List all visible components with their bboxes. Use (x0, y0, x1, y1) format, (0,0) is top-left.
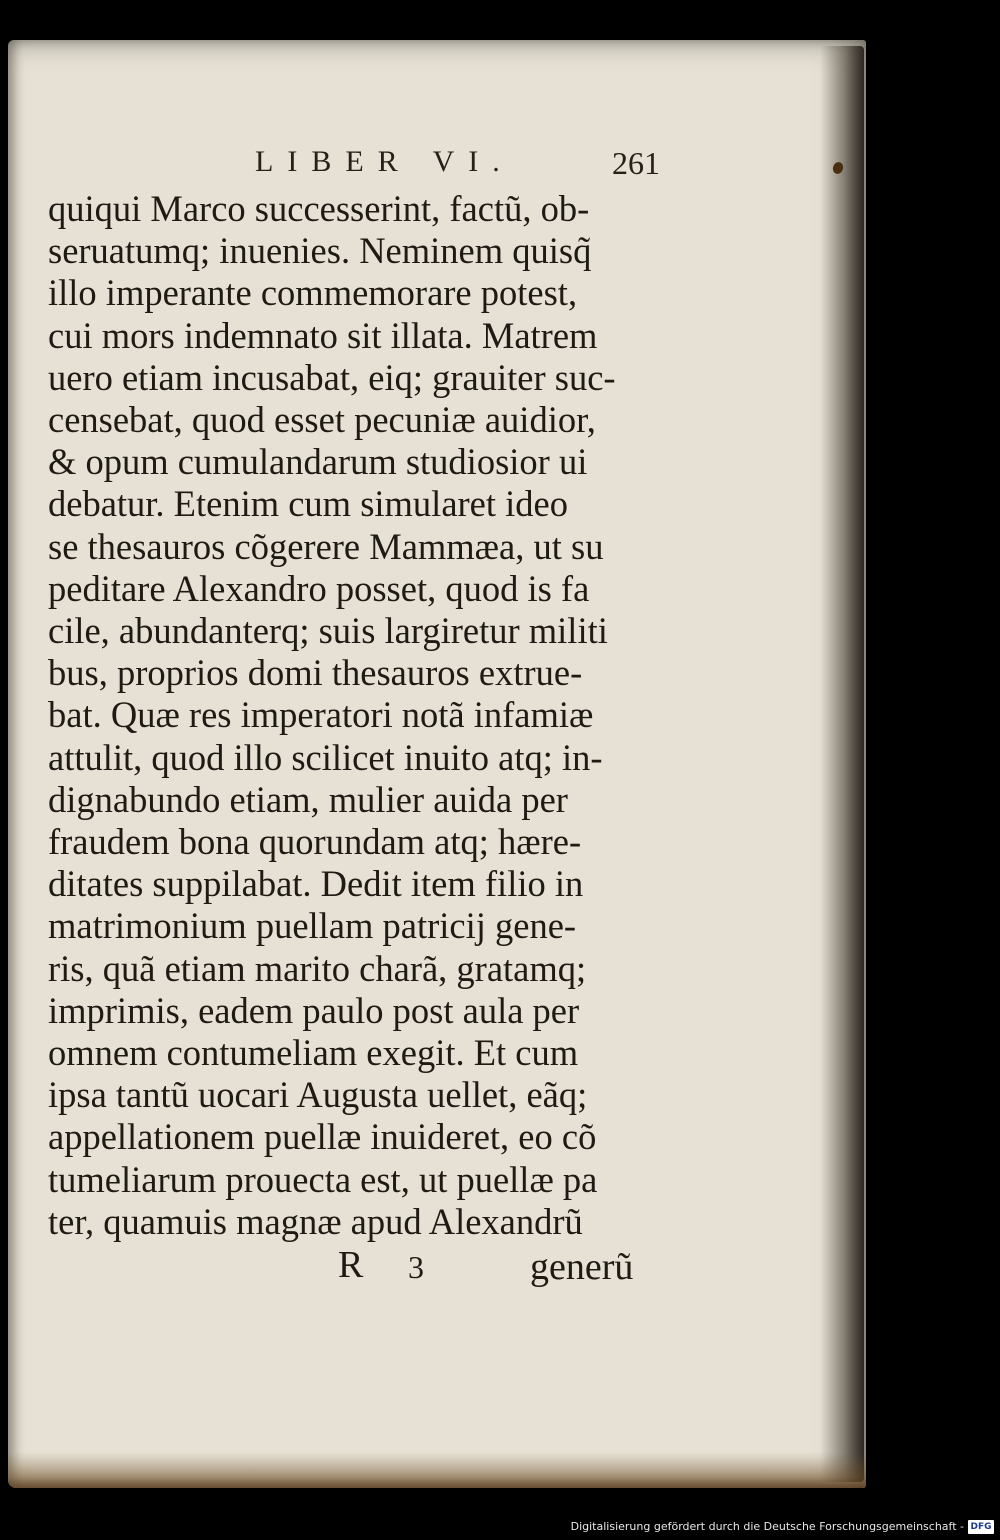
text-line: tumeliarum prouecta est, ut puellæ pa (48, 1158, 598, 1200)
text-line: seruatumq; inuenies. Neminem quisq̃ (48, 230, 592, 272)
signature-number: 3 (408, 1249, 424, 1285)
text-line: illo imperante commemorare potest, (48, 272, 578, 314)
running-head: LIBER VI. (255, 145, 514, 178)
text-line: imprimis, eadem paulo post aula per (48, 989, 580, 1031)
catchword: generũ (530, 1246, 634, 1288)
text-line: ditates suppilabat. Dedit item filio in (48, 863, 584, 905)
text-line: bus, proprios domi thesauros extrue- (48, 652, 583, 694)
text-line: cui mors indemnato sit illata. Matrem (48, 314, 598, 356)
text-line: & opum cumulandarum studiosior ui (48, 441, 588, 483)
text-line: censebat, quod esset pecuniæ auidior, (48, 399, 596, 441)
text-line: omnem contumeliam exegit. Et cum (48, 1032, 579, 1074)
text-line: peditare Alexandro posset, quod is fa (48, 567, 590, 609)
page-edge-shadow (820, 46, 864, 1482)
text-line: appellationem puellæ inuideret, eo cõ (48, 1116, 597, 1158)
text-line: uero etiam incusabat, eiq; grauiter suc- (48, 356, 616, 398)
text-line: fraudem bona quorundam atq; hære- (48, 821, 582, 863)
catchline (48, 1243, 658, 1287)
text-line: debatur. Etenim cum simularet ideo (48, 483, 568, 525)
text-line: ris, quã etiam marito charã, gratamq; (48, 947, 587, 989)
body-text (48, 188, 658, 1243)
dfg-logo-icon: DFG (968, 1520, 994, 1534)
credit-bar (0, 1517, 1000, 1540)
funding-credit: Digitalisierung gefördert durch die Deutsche Forschungsgemeinschaft - (570, 1520, 964, 1533)
text-line: ter, quamuis magnæ apud Alexandrũ (48, 1200, 583, 1242)
text-line: quiqui Marco successerint, factũ, ob- (48, 188, 590, 229)
signature-mark: R (338, 1244, 364, 1286)
text-line: se thesauros cõgerere Mammæa, ut su (48, 525, 604, 567)
text-line: cile, abundanterq; suis largiretur militi (48, 610, 608, 652)
page-bottom-edge (8, 1452, 866, 1488)
page-number: 261 (612, 145, 660, 181)
text-line: bat. Quæ res imperatori notã infamiæ (48, 694, 594, 736)
text-line: matrimonium puellam patricij gene- (48, 905, 577, 947)
text-line: attulit, quod illo scilicet inuito atq; in- (48, 736, 603, 778)
text-line: dignabundo etiam, mulier auida per (48, 778, 568, 820)
text-line: ipsa tantũ uocari Augusta uellet, eãq; (48, 1074, 588, 1116)
